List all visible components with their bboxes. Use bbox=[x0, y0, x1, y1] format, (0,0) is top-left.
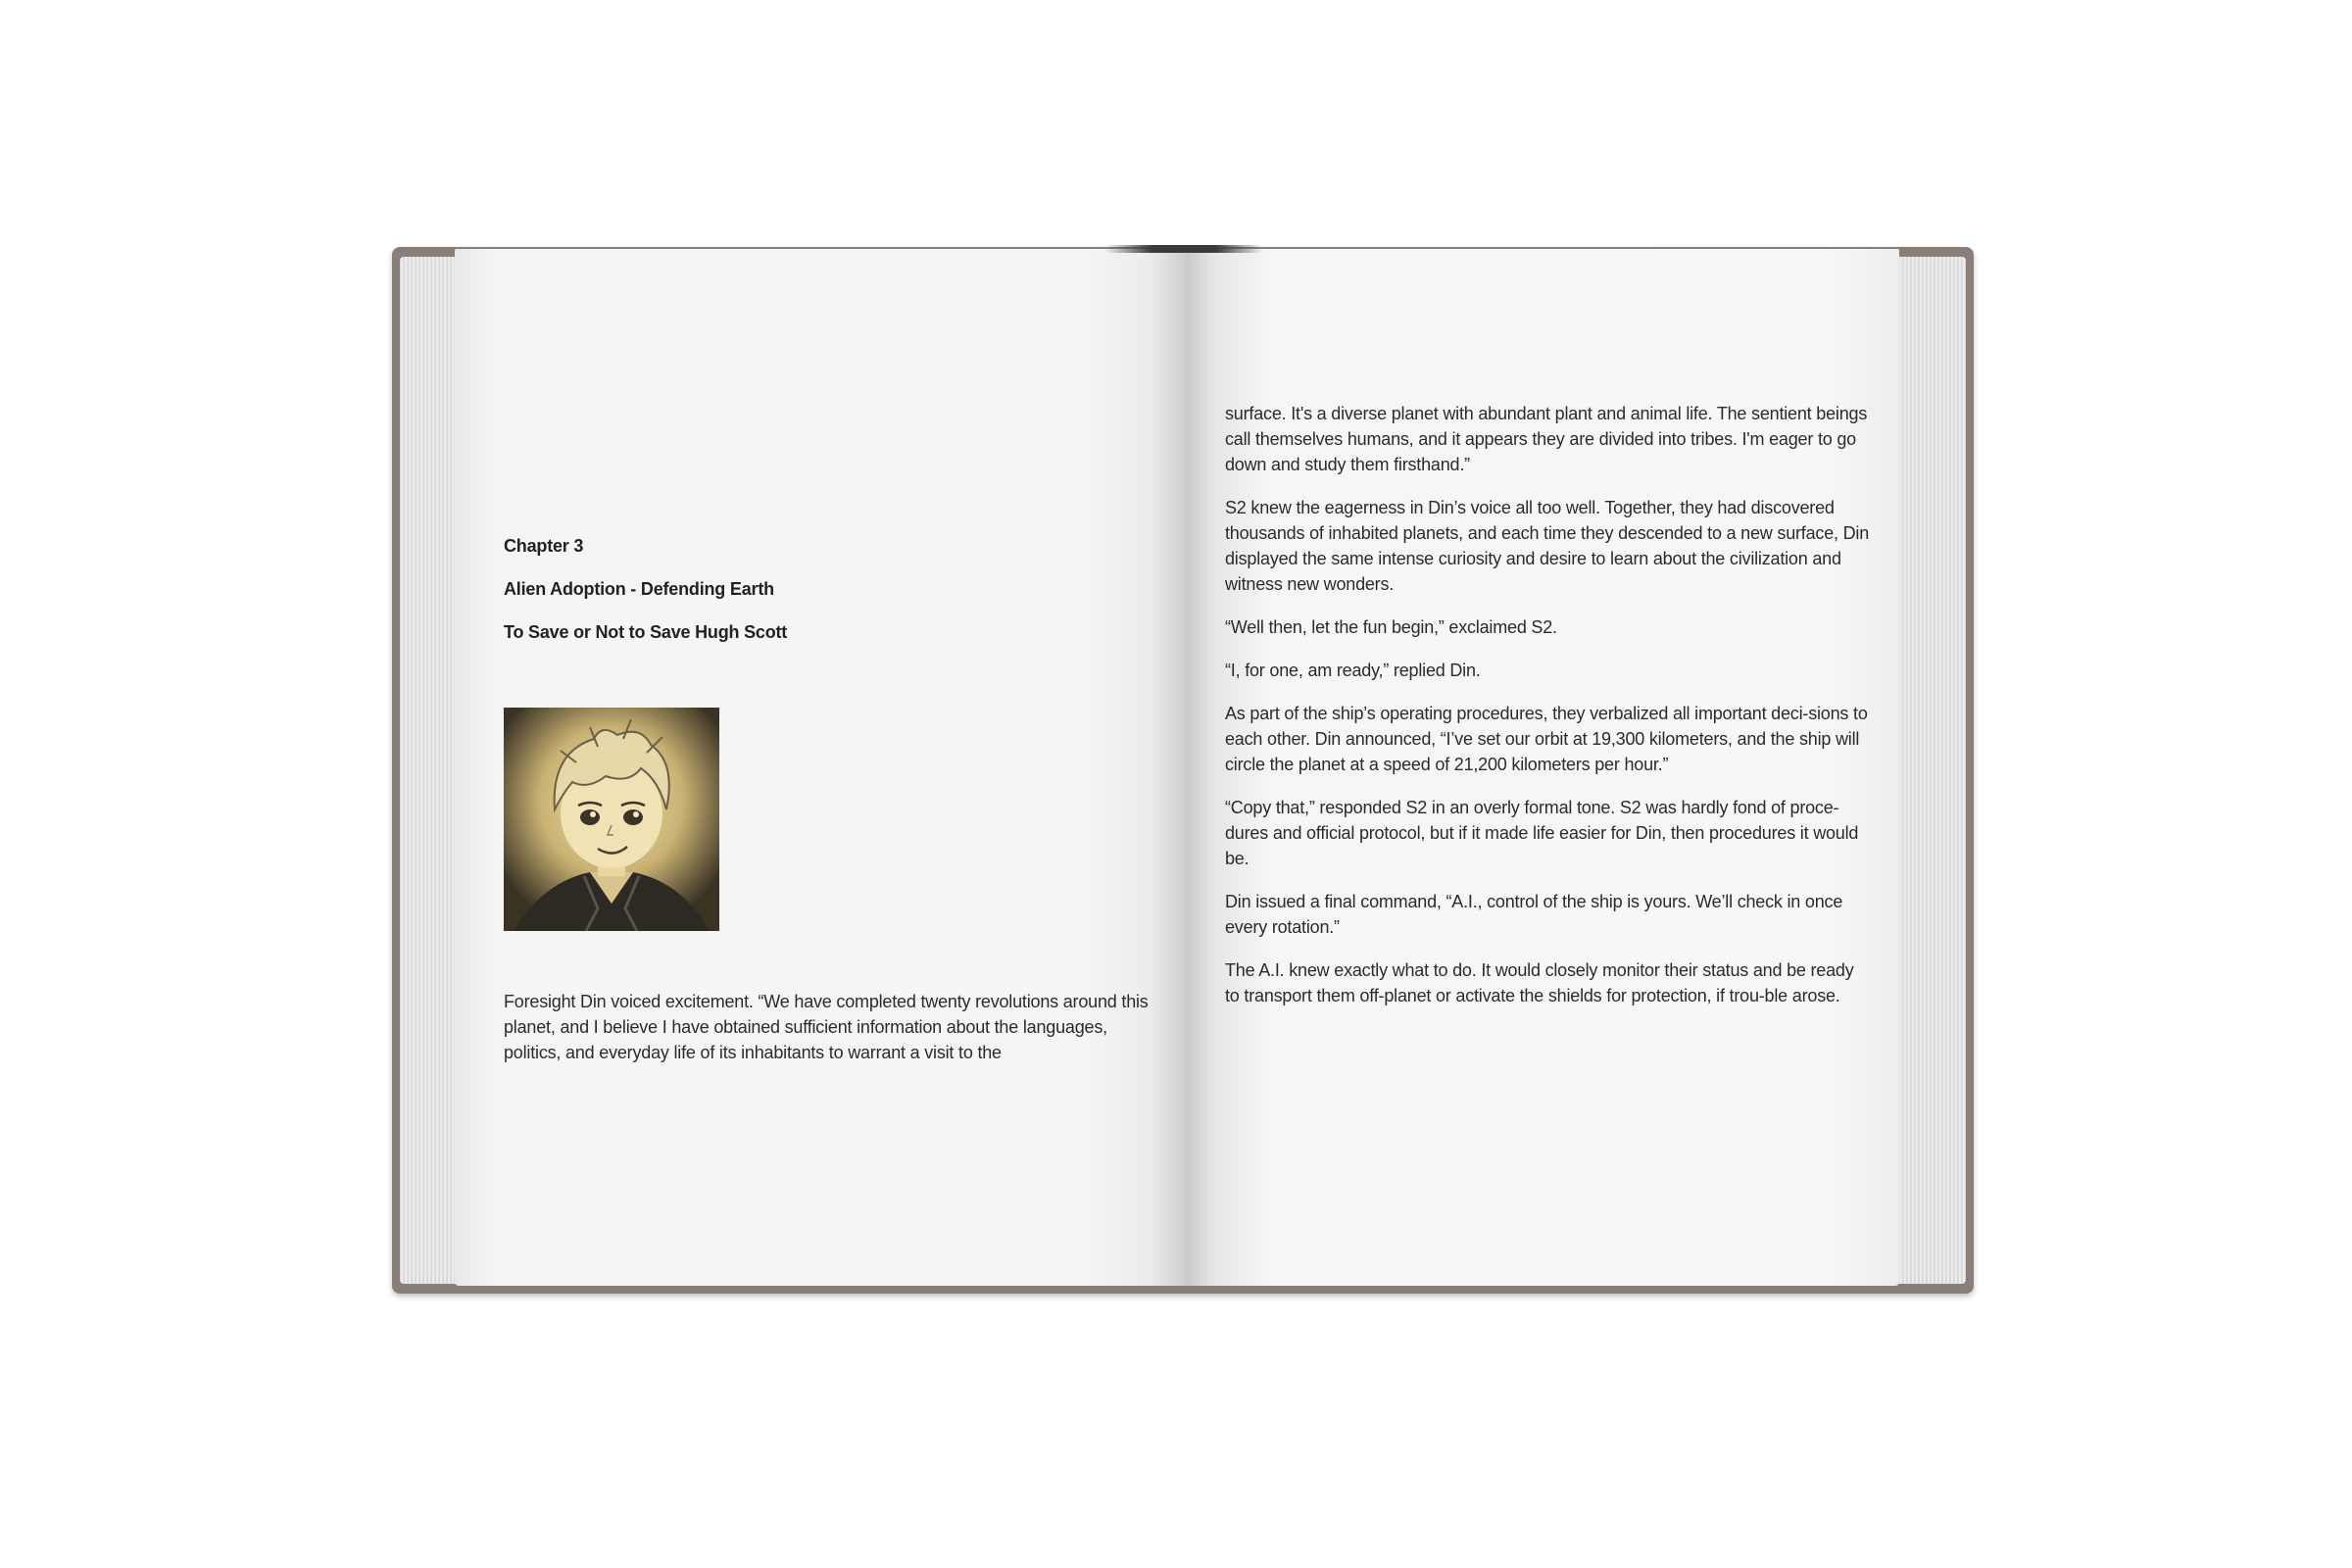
chapter-title: To Save or Not to Save Hugh Scott bbox=[504, 622, 788, 642]
paragraph: S2 knew the eagerness in Din’s voice all too well. Together, they had discovered thousands of inhabited planets, and each time they descended to a new surface, Din displayed the same intense curiosity and desire to learn about the civilization and witness new wonders. bbox=[1225, 498, 1870, 594]
paragraph: Din issued a final command, “A.I., control of the ship is yours. We’ll check in once every rotation.” bbox=[1225, 892, 1843, 937]
paragraph: “Well then, let the fun begin,” exclaimed S2. bbox=[1225, 617, 1557, 637]
paragraph: surface. It's a diverse planet with abundant plant and animal life. The sentient beings call themselves humans, and it appears they are divided into tribes. I'm eager to go down and study them firsthand.” bbox=[1225, 404, 1868, 474]
right-page-stack bbox=[1887, 257, 1966, 1284]
paragraph: As part of the ship’s operating procedures, they verbalized all important deci-sions to each other. Din announced, “I’ve set our orbit at 19,300 kilometers, and the ship will circle the planet at a speed of 21,200 kilometers per hour.” bbox=[1225, 704, 1868, 774]
open-book bbox=[392, 247, 1974, 1294]
spine bbox=[1105, 245, 1262, 253]
chapter-number: Chapter 3 bbox=[504, 536, 584, 556]
right-page bbox=[1186, 249, 1899, 1286]
paragraph: “I, for one, am ready,” replied Din. bbox=[1225, 661, 1481, 680]
book-title: Alien Adoption - Defending Earth bbox=[504, 579, 774, 599]
left-page bbox=[455, 249, 1186, 1286]
anime-boy-portrait-icon bbox=[504, 708, 719, 931]
left-paragraph: Foresight Din voiced excitement. “We have completed twenty revolutions around this planet, and I believe I have obtained sufficient information about the languages, politics, and everyday life of its inhabitants to warrant a visit to the bbox=[504, 992, 1149, 1062]
right-page-text bbox=[1225, 401, 1872, 1026]
paragraph: The A.I. knew exactly what to do. It would closely monitor their status and be ready to transport them off-planet or activate the shields for protection, if trou-ble arose. bbox=[1225, 960, 1854, 1005]
paragraph: “Copy that,” responded S2 in an overly formal tone. S2 was hardly fond of proce-dures and official protocol, but if it made life easier for Din, then procedures it would be. bbox=[1225, 798, 1859, 868]
